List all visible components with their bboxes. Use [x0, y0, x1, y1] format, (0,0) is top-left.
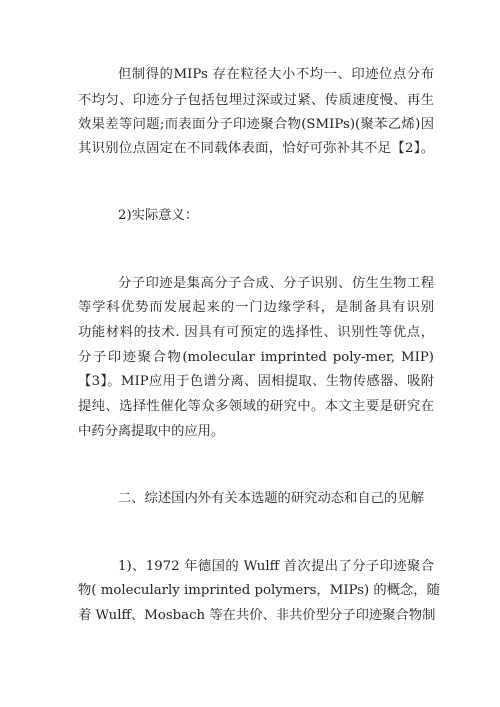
- paragraph-line: 效果差等问题;而表面分子印迹聚合物(SMIPs)(聚苯乙烯)因: [78, 117, 434, 132]
- paragraph-line: 中药分离提取中的应用。: [78, 424, 225, 439]
- paragraph-line: 分子印迹是集高分子合成、分子识别、仿生生物工程: [118, 276, 434, 291]
- paragraph-line: 分子印迹聚合物(molecular imprinted poly-mer, MIP): [78, 350, 434, 365]
- paragraph-line: 功能材料的技术. 因具有可预定的选择性、识别性等优点，: [78, 325, 434, 340]
- paragraph-line: 其识别位点固定在不同载体表面，恰好可弥补其不足【2】。: [78, 141, 434, 156]
- paragraph-line: 等学科优势而发展起来的一门边缘学科，是制备具有识别: [78, 300, 434, 315]
- paragraph-line: 着 Wulff、Mosbach 等在共价、非共价型分子印迹聚合物制: [78, 608, 436, 623]
- paragraph-line: 但制得的MIPs 存在粒径大小不均一、印迹位点分布: [118, 67, 434, 82]
- paragraph-line: 1)、1972 年德国的 Wulff 首次提出了分子印迹聚合: [118, 559, 434, 574]
- paragraph-line: 不均匀、印迹分子包括包埋过深或过紧、传质速度慢、再生: [78, 93, 434, 108]
- paragraph-line: 【3】。MIP应用于色谱分离、固相提取、生物传感器、吸附: [78, 374, 434, 389]
- paragraph-line: 物( molecularly imprinted polymers，MIPs) 的概念，随: [78, 583, 440, 598]
- paragraph-line: 提纯、选择性催化等众多领域的研究中。本文主要是研究在: [78, 399, 434, 414]
- section-heading: 二、综述国内外有关本选题的研究动态和自己的见解: [118, 491, 424, 506]
- section-heading: 2)实际意义：: [118, 208, 199, 223]
